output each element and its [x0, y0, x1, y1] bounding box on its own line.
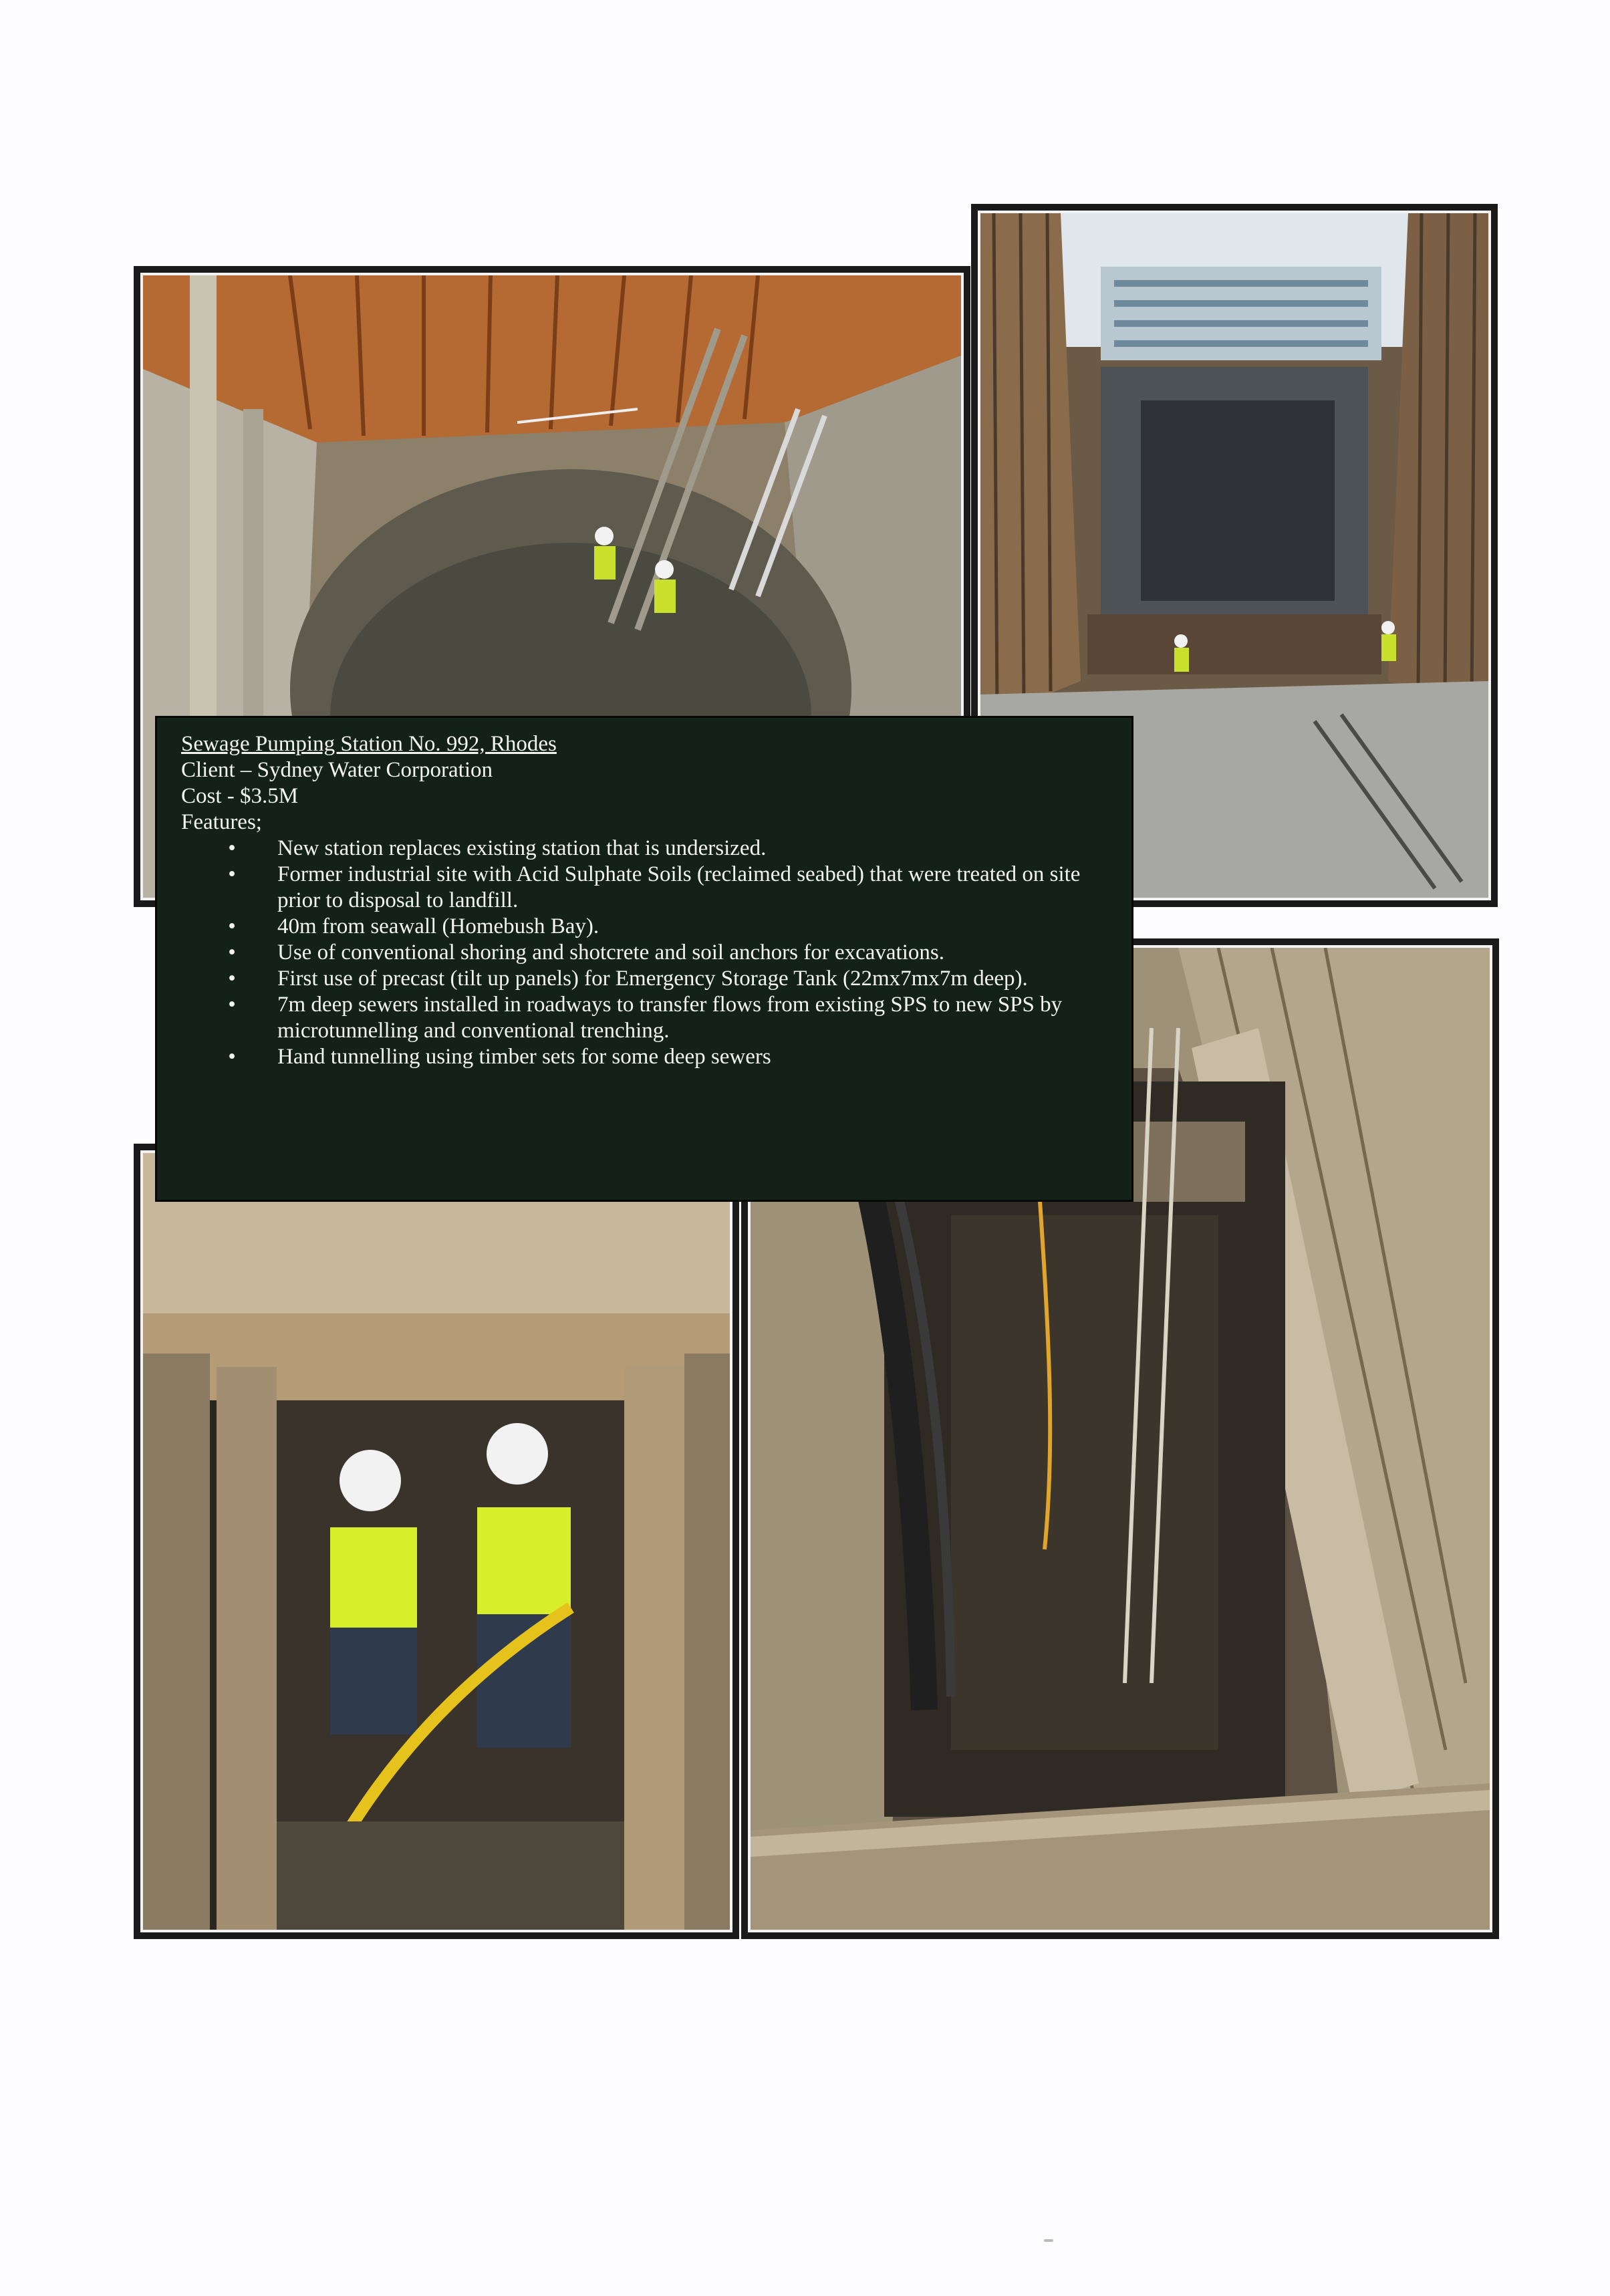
bullet-icon: • [228, 967, 236, 991]
features-heading: Features; [181, 810, 262, 834]
bullet-icon: • [228, 836, 236, 860]
feature-item: • Former industrial site with Acid Sulphate Soils (reclaimed seabed) that were treated on site prior to disposal to landfill. [277, 862, 1107, 914]
bullet-icon: • [228, 1045, 236, 1069]
feature-item: • 7m deep sewers installed in roadways to transfer flows from existing SPS to new SPS by microtunnelling and conventional trenching. [277, 992, 1107, 1044]
bullet-icon: • [228, 940, 236, 965]
client-line: Client – Sydney Water Corporation [181, 758, 493, 782]
bullet-icon: • [228, 993, 236, 1017]
scan-mark [1044, 2239, 1053, 2242]
bullet-icon: • [228, 862, 236, 886]
features-list [181, 836, 1107, 1070]
project-title: Sewage Pumping Station No. 992, Rhodes [181, 732, 557, 756]
project-description-panel [155, 716, 1133, 1202]
cost-line: Cost - $3.5M [181, 784, 299, 808]
feature-item: • First use of precast (tilt up panels) for Emergency Storage Tank (22mx7mx7m deep). [277, 966, 1107, 992]
feature-item: • 40m from seawall (Homebush Bay). [277, 914, 1107, 940]
bullet-icon: • [228, 914, 236, 938]
hand-tunnel-illustration [143, 1153, 730, 1930]
feature-item: • New station replaces existing station that is undersized. [277, 836, 1107, 862]
feature-item: • Use of conventional shoring and shotcrete and soil anchors for excavations. [277, 940, 1107, 966]
photo-hand-tunnel [134, 1144, 739, 1939]
feature-item: • Hand tunnelling using timber sets for some deep sewers [277, 1044, 1107, 1070]
